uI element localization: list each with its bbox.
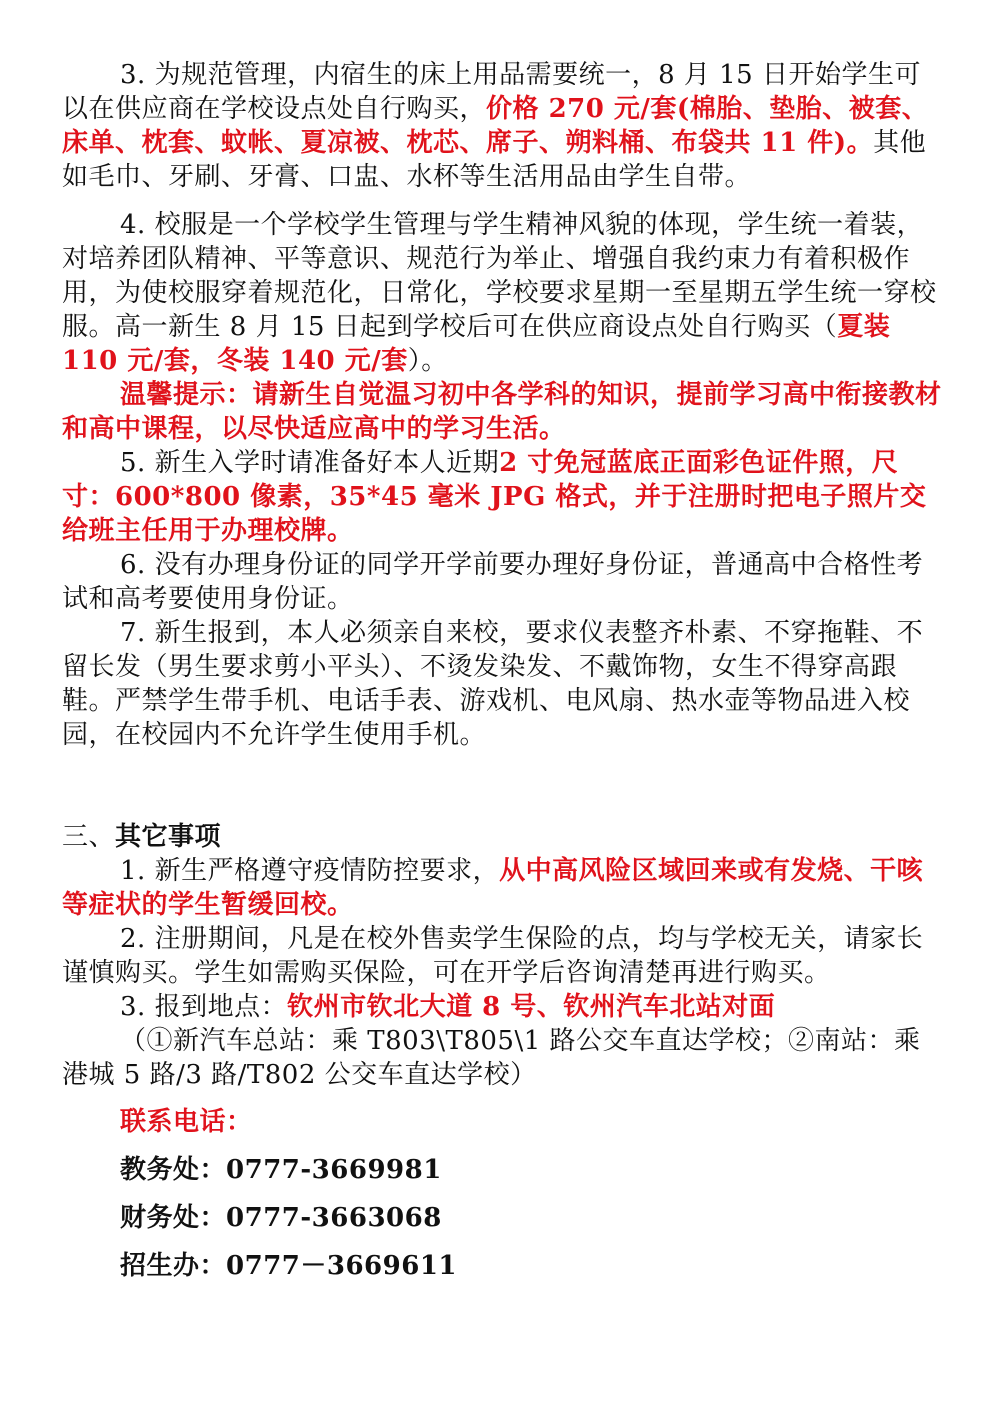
bedding-price-highlight: 价格 270 元/套(棉胎、垫胎、被套、床单、枕套、蚊帐、夏凉被、枕芯、席子、朔料桶、布袋共 11 件)。 [62, 94, 929, 158]
location-highlight: 钦州市钦北大道 8 号、钦州汽车北站对面 [287, 992, 776, 1022]
paragraph-bedding: 3. 为规范管理，内宿生的床上用品需要统一，8 月 15 日开始学生可以在供应商在学校设点处自行购买，价格 270 元/套(棉胎、垫胎、被套、床单、枕套、蚊帐、夏凉被、枕芯、席子、朔料桶、布袋共 11 件)。其他如毛巾、牙刷、牙膏、口盅、水杯等生活用品由学生自带。 [62, 60, 929, 192]
paragraph-photo: 5. 新生入学时请准备好本人近期2 寸免冠蓝底正面彩色证件照，尺寸：600*800 像素，35*45 毫米 JPG 格式，并于注册时把电子照片交给班主任用于办理校牌。 [62, 448, 927, 546]
document-page [62, 58, 942, 1290]
contact-title: 联系电话： [120, 1107, 253, 1137]
bus-route-note: （①新汽车总站：乘 T803\T805\1 路公交车直达学校；②南站：乘港城 5 路/3 路/T802 公交车直达学校） [62, 1026, 921, 1090]
warm-tip: 温馨提示：请新生自觉温习初中各学科的知识，提前学习高中衔接教材和高中课程，以尽快适应高中的学习生活。 [62, 380, 942, 444]
section-heading-other-matters: 三、其它事项 [62, 822, 222, 852]
paragraph-registration-rules: 7. 新生报到，本人必须亲自来校，要求仪表整齐朴素、不穿拖鞋、不留长发（男生要求剪小平头）、不烫发染发、不戴饰物，女生不得穿高跟鞋。严禁学生带手机、电话手表、游戏机、电风扇、热水壶等物品进入校园，在校园内不允许学生使用手机。 [62, 618, 924, 750]
uniform-price-highlight: 夏装 110 元/套，冬装 140 元/套 [62, 312, 891, 376]
paragraph-id-card: 6. 没有办理身份证的同学开学前要办理好身份证，普通高中合格性考试和高考要使用身份证。 [62, 550, 924, 614]
contact-item: 招生办：0777－3669611 [120, 1251, 458, 1281]
item-location: 3. 报到地点：钦州市钦北大道 8 号、钦州汽车北站对面 [120, 992, 776, 1022]
contact-item: 教务处：0777-3669981 [120, 1155, 442, 1185]
epidemic-highlight: 从中高风险区域回来或有发烧、干咳等症状的学生暂缓回校。 [62, 856, 924, 920]
item-epidemic: 1. 新生严格遵守疫情防控要求，从中高风险区域回来或有发烧、干咳等症状的学生暂缓回校。 [62, 856, 924, 920]
photo-requirement-highlight: 2 寸免冠蓝底正面彩色证件照，尺寸：600*800 像素，35*45 毫米 JPG 格式，并于注册时把电子照片交给班主任用于办理校牌。 [62, 448, 927, 546]
contact-item: 财务处：0777-3663068 [120, 1203, 442, 1233]
paragraph-uniform: 4. 校服是一个学校学生管理与学生精神风貌的体现，学生统一着装，对培养团队精神、平等意识、规范行为举止、增强自我约束力有着积极作用，为使校服穿着规范化，日常化，学校要求星期一至星期五学生统一穿校服。高一新生 8 月 15 日起到学校后可在供应商设点处自行购买（夏装 110 元/套，冬装 140 元/套）。 [62, 210, 937, 376]
item-insurance: 2. 注册期间，凡是在校外售卖学生保险的点，均与学校无关，请家长谨慎购买。学生如需购买保险，可在开学后咨询清楚再进行购买。 [62, 924, 924, 988]
